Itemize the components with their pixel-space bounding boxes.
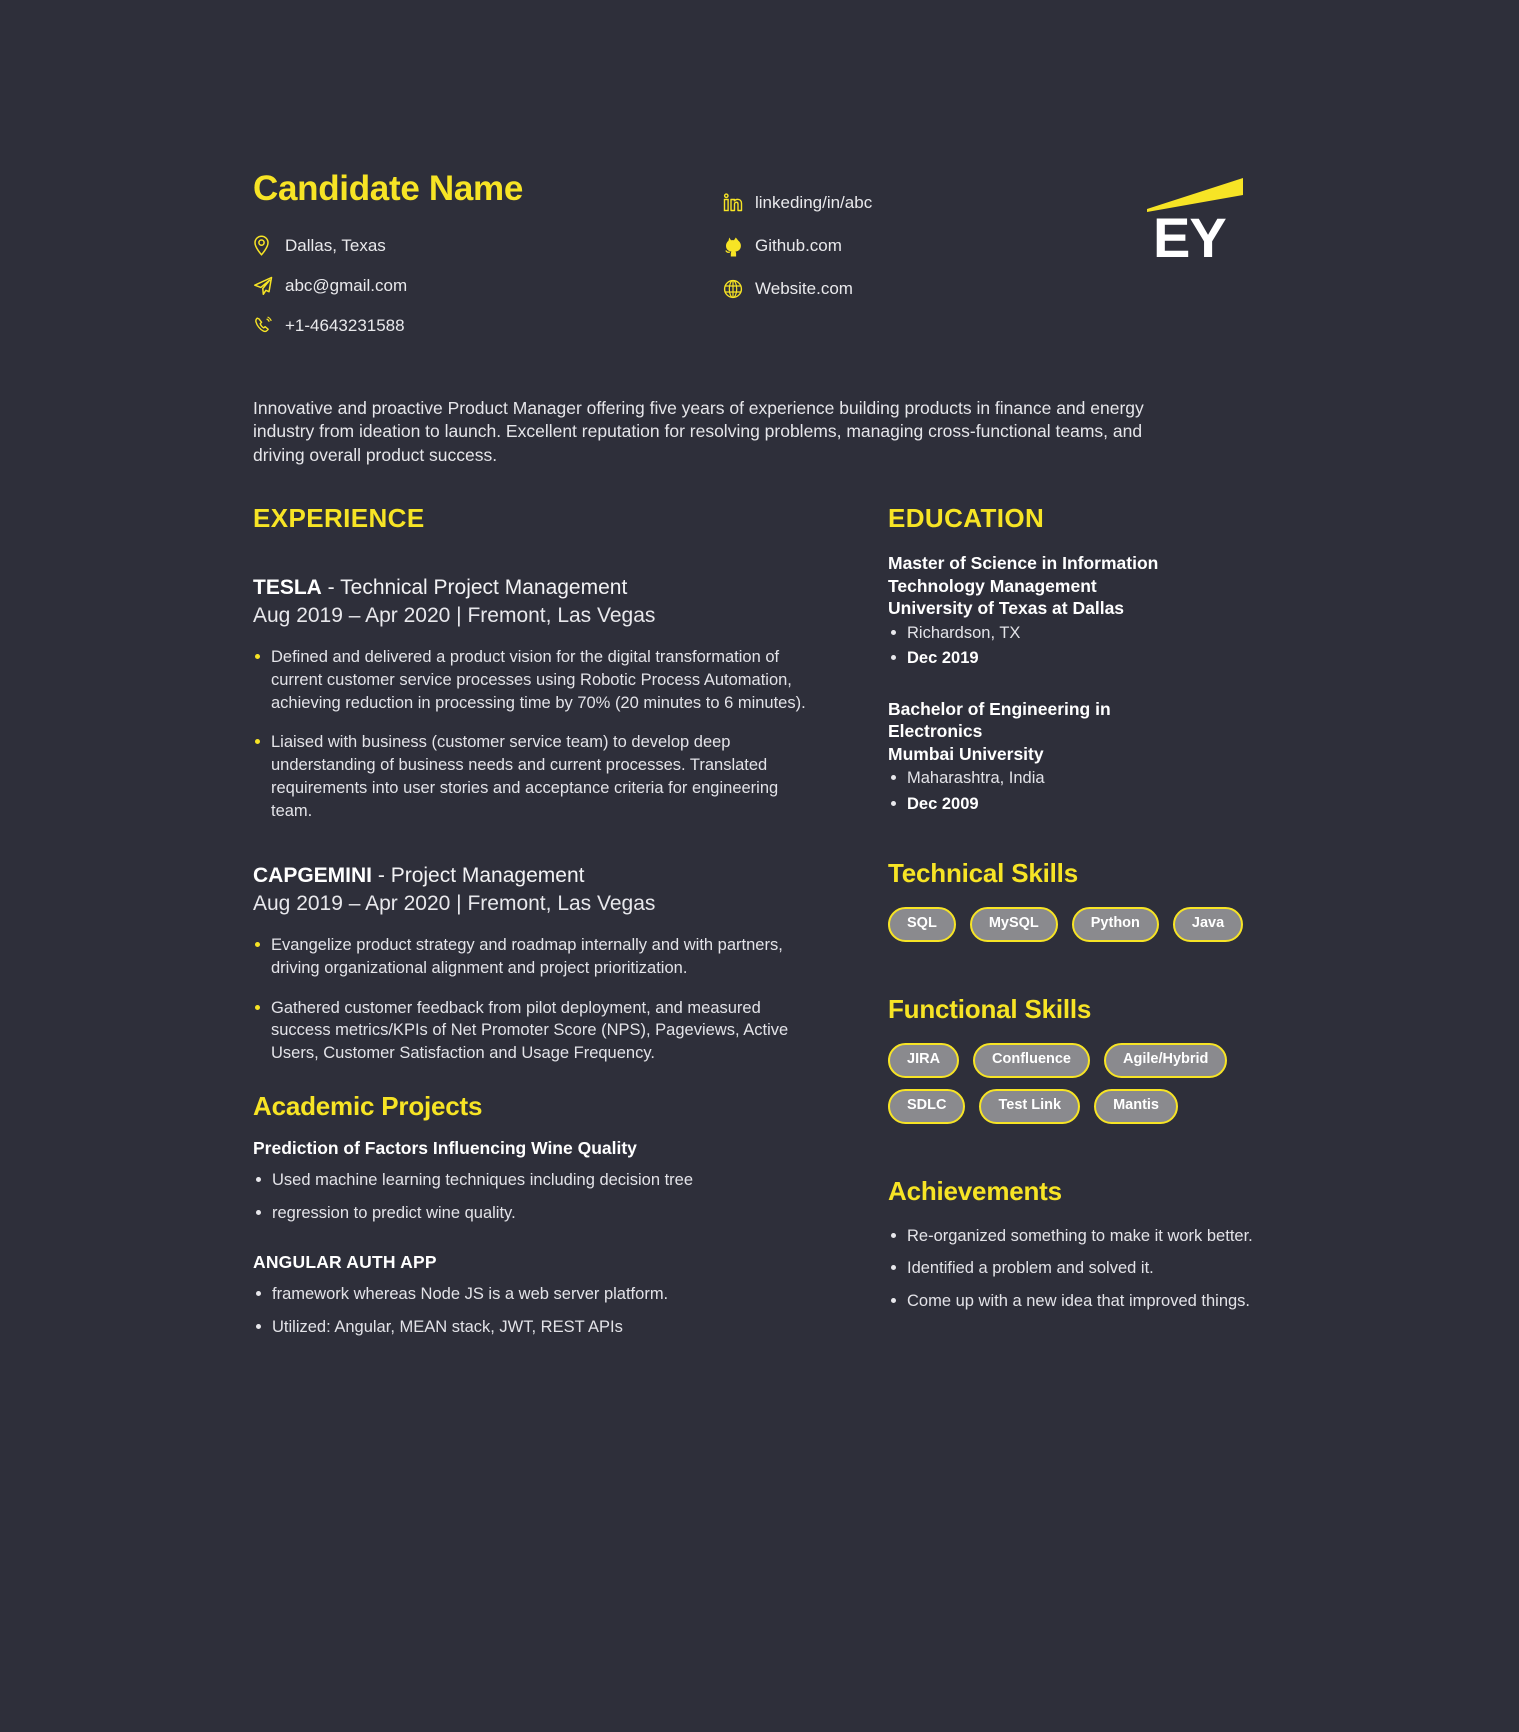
skill-pill: Confluence	[973, 1043, 1090, 1078]
skill-pill: Java	[1173, 907, 1243, 942]
list-item: Come up with a new idea that improved things.	[888, 1290, 1289, 1313]
contact-location	[253, 235, 723, 257]
education-entry-bachelors	[888, 698, 1289, 816]
education-date: Dec 2019	[888, 647, 1289, 670]
job-title-line	[253, 574, 808, 601]
ey-logo-text: EY	[1153, 206, 1226, 269]
contact-phone	[253, 315, 723, 337]
location-pin-icon	[253, 235, 279, 257]
skill-pill: Test Link	[979, 1089, 1080, 1124]
technical-skills-list	[888, 907, 1263, 942]
contact-location-text: Dallas, Texas	[285, 235, 386, 255]
job-company: CAPGEMINI	[253, 864, 373, 888]
list-item: Defined and delivered a product vision for the digital transformation of current customer service processes using Robotic Process Automation, achieving reduction in processing time by 70% (20 minutes to 6 minutes).	[253, 646, 808, 714]
contact-linkedin[interactable]	[723, 192, 1053, 214]
education-details	[888, 767, 1289, 816]
project-bullets	[253, 1169, 808, 1225]
academic-projects-section	[253, 1091, 808, 1339]
job-role: Technical Project Management	[340, 576, 628, 600]
column-gap	[808, 503, 888, 1349]
job-separator: -	[372, 864, 391, 888]
contact-website[interactable]	[723, 278, 1053, 300]
technical-skills-heading: Technical Skills	[888, 857, 1078, 888]
achievements-heading: Achievements	[888, 1175, 1062, 1206]
education-heading: EDUCATION	[888, 503, 1045, 534]
page-title: Candidate Name	[253, 169, 524, 208]
contact-email[interactable]	[253, 275, 723, 297]
right-column	[888, 503, 1289, 1349]
education-degree	[888, 698, 1289, 765]
header-links	[723, 170, 1053, 321]
job-meta: Aug 2019 – Apr 2020 | Fremont, Las Vegas	[253, 603, 656, 627]
education-date: Dec 2009	[888, 793, 1289, 816]
project-bullets	[253, 1283, 808, 1339]
paper-plane-email-icon	[253, 275, 279, 297]
contact-website-text: Website.com	[755, 279, 853, 298]
education-degree-line2: Technology Management	[888, 575, 1097, 596]
list-item: Re-organized something to make it work better.	[888, 1225, 1289, 1248]
technical-skills-section	[888, 858, 1289, 942]
education-school: University of Texas at Dallas	[888, 598, 1125, 619]
header-identity	[253, 170, 723, 355]
education-location: Richardson, TX	[888, 622, 1289, 645]
contact-phone-text: +1-4643231588	[285, 315, 405, 335]
skill-pill: SQL	[888, 907, 956, 942]
achievements-section	[888, 1176, 1289, 1313]
list-item: regression to predict wine quality.	[253, 1202, 808, 1225]
job-company: TESLA	[253, 576, 322, 600]
project-name: ANGULAR AUTH APP	[253, 1252, 437, 1273]
experience-entry-tesla	[253, 574, 808, 822]
skill-pill: Agile/Hybrid	[1104, 1043, 1227, 1078]
job-bullets	[253, 934, 808, 1065]
job-bullets	[253, 646, 808, 822]
github-cat-icon	[723, 235, 749, 257]
contact-github-text: Github.com	[755, 236, 842, 255]
skill-pill: Python	[1072, 907, 1159, 942]
functional-skills-list	[888, 1043, 1288, 1124]
skill-pill: MySQL	[970, 907, 1058, 942]
resume-body	[253, 503, 1289, 1349]
education-degree	[888, 552, 1289, 619]
education-school: Mumbai University	[888, 743, 1044, 764]
functional-skills-section	[888, 994, 1289, 1124]
job-meta: Aug 2019 – Apr 2020 | Fremont, Las Vegas	[253, 891, 656, 915]
list-item: Identified a problem and solved it.	[888, 1257, 1289, 1280]
phone-icon	[253, 315, 279, 337]
project-entry-wine-quality	[253, 1138, 808, 1225]
job-role: Project Management	[390, 864, 585, 888]
list-item: Used machine learning techniques including decision tree	[253, 1169, 808, 1192]
project-name: Prediction of Factors Influencing Wine Quality	[253, 1137, 637, 1158]
academic-projects-heading: Academic Projects	[253, 1090, 483, 1121]
education-location: Maharashtra, India	[888, 767, 1289, 790]
contact-github[interactable]	[723, 235, 1053, 257]
contact-email-text: abc@gmail.com	[285, 275, 408, 295]
education-entry-masters	[888, 552, 1289, 670]
list-item: framework whereas Node JS is a web server platform.	[253, 1283, 808, 1306]
list-item: Liaised with business (customer service team) to develop deep understanding of business needs and current processes. Translated requirements into user stories and acceptance criteria for engineering team.	[253, 731, 808, 822]
globe-website-icon	[723, 278, 749, 300]
job-separator: -	[321, 576, 341, 600]
list-item: Gathered customer feedback from pilot deployment, and measured success metrics/KPIs of Net Promoter Score (NPS), Pageviews, Active Users, Customer Satisfaction and Usage Frequency.	[253, 997, 808, 1065]
education-details	[888, 622, 1289, 671]
ey-logo	[1145, 178, 1245, 269]
education-degree-line1: Master of Science in Information	[888, 553, 1159, 574]
education-degree-line2: Electronics	[888, 721, 983, 742]
functional-skills-heading: Functional Skills	[888, 993, 1092, 1024]
professional-summary: Innovative and proactive Product Manager offering five years of experience building products in finance and energy industry from ideation to launch. Excellent reputation for resolving problems, managing cross-functional teams, and driving overall product success.	[253, 397, 1144, 465]
skill-pill: JIRA	[888, 1043, 959, 1078]
experience-heading: EXPERIENCE	[253, 503, 425, 534]
list-item: Utilized: Angular, MEAN stack, JWT, REST APIs	[253, 1316, 808, 1339]
experience-entry-capgemini	[253, 862, 808, 1064]
skill-pill: Mantis	[1094, 1089, 1178, 1124]
list-item: Evangelize product strategy and roadmap internally and with partners, driving organizational alignment and project prioritization.	[253, 934, 808, 980]
skill-pill: SDLC	[888, 1089, 965, 1124]
left-column	[253, 503, 808, 1349]
linkedin-icon	[723, 192, 749, 214]
contact-linkedin-text: linkeding/in/abc	[755, 193, 873, 212]
header-logo-area	[1053, 170, 1289, 280]
project-entry-angular-auth-app	[253, 1252, 808, 1339]
resume-header	[253, 170, 1289, 355]
job-title-line	[253, 862, 808, 889]
education-degree-line1: Bachelor of Engineering in	[888, 699, 1111, 720]
achievements-list	[888, 1225, 1289, 1313]
